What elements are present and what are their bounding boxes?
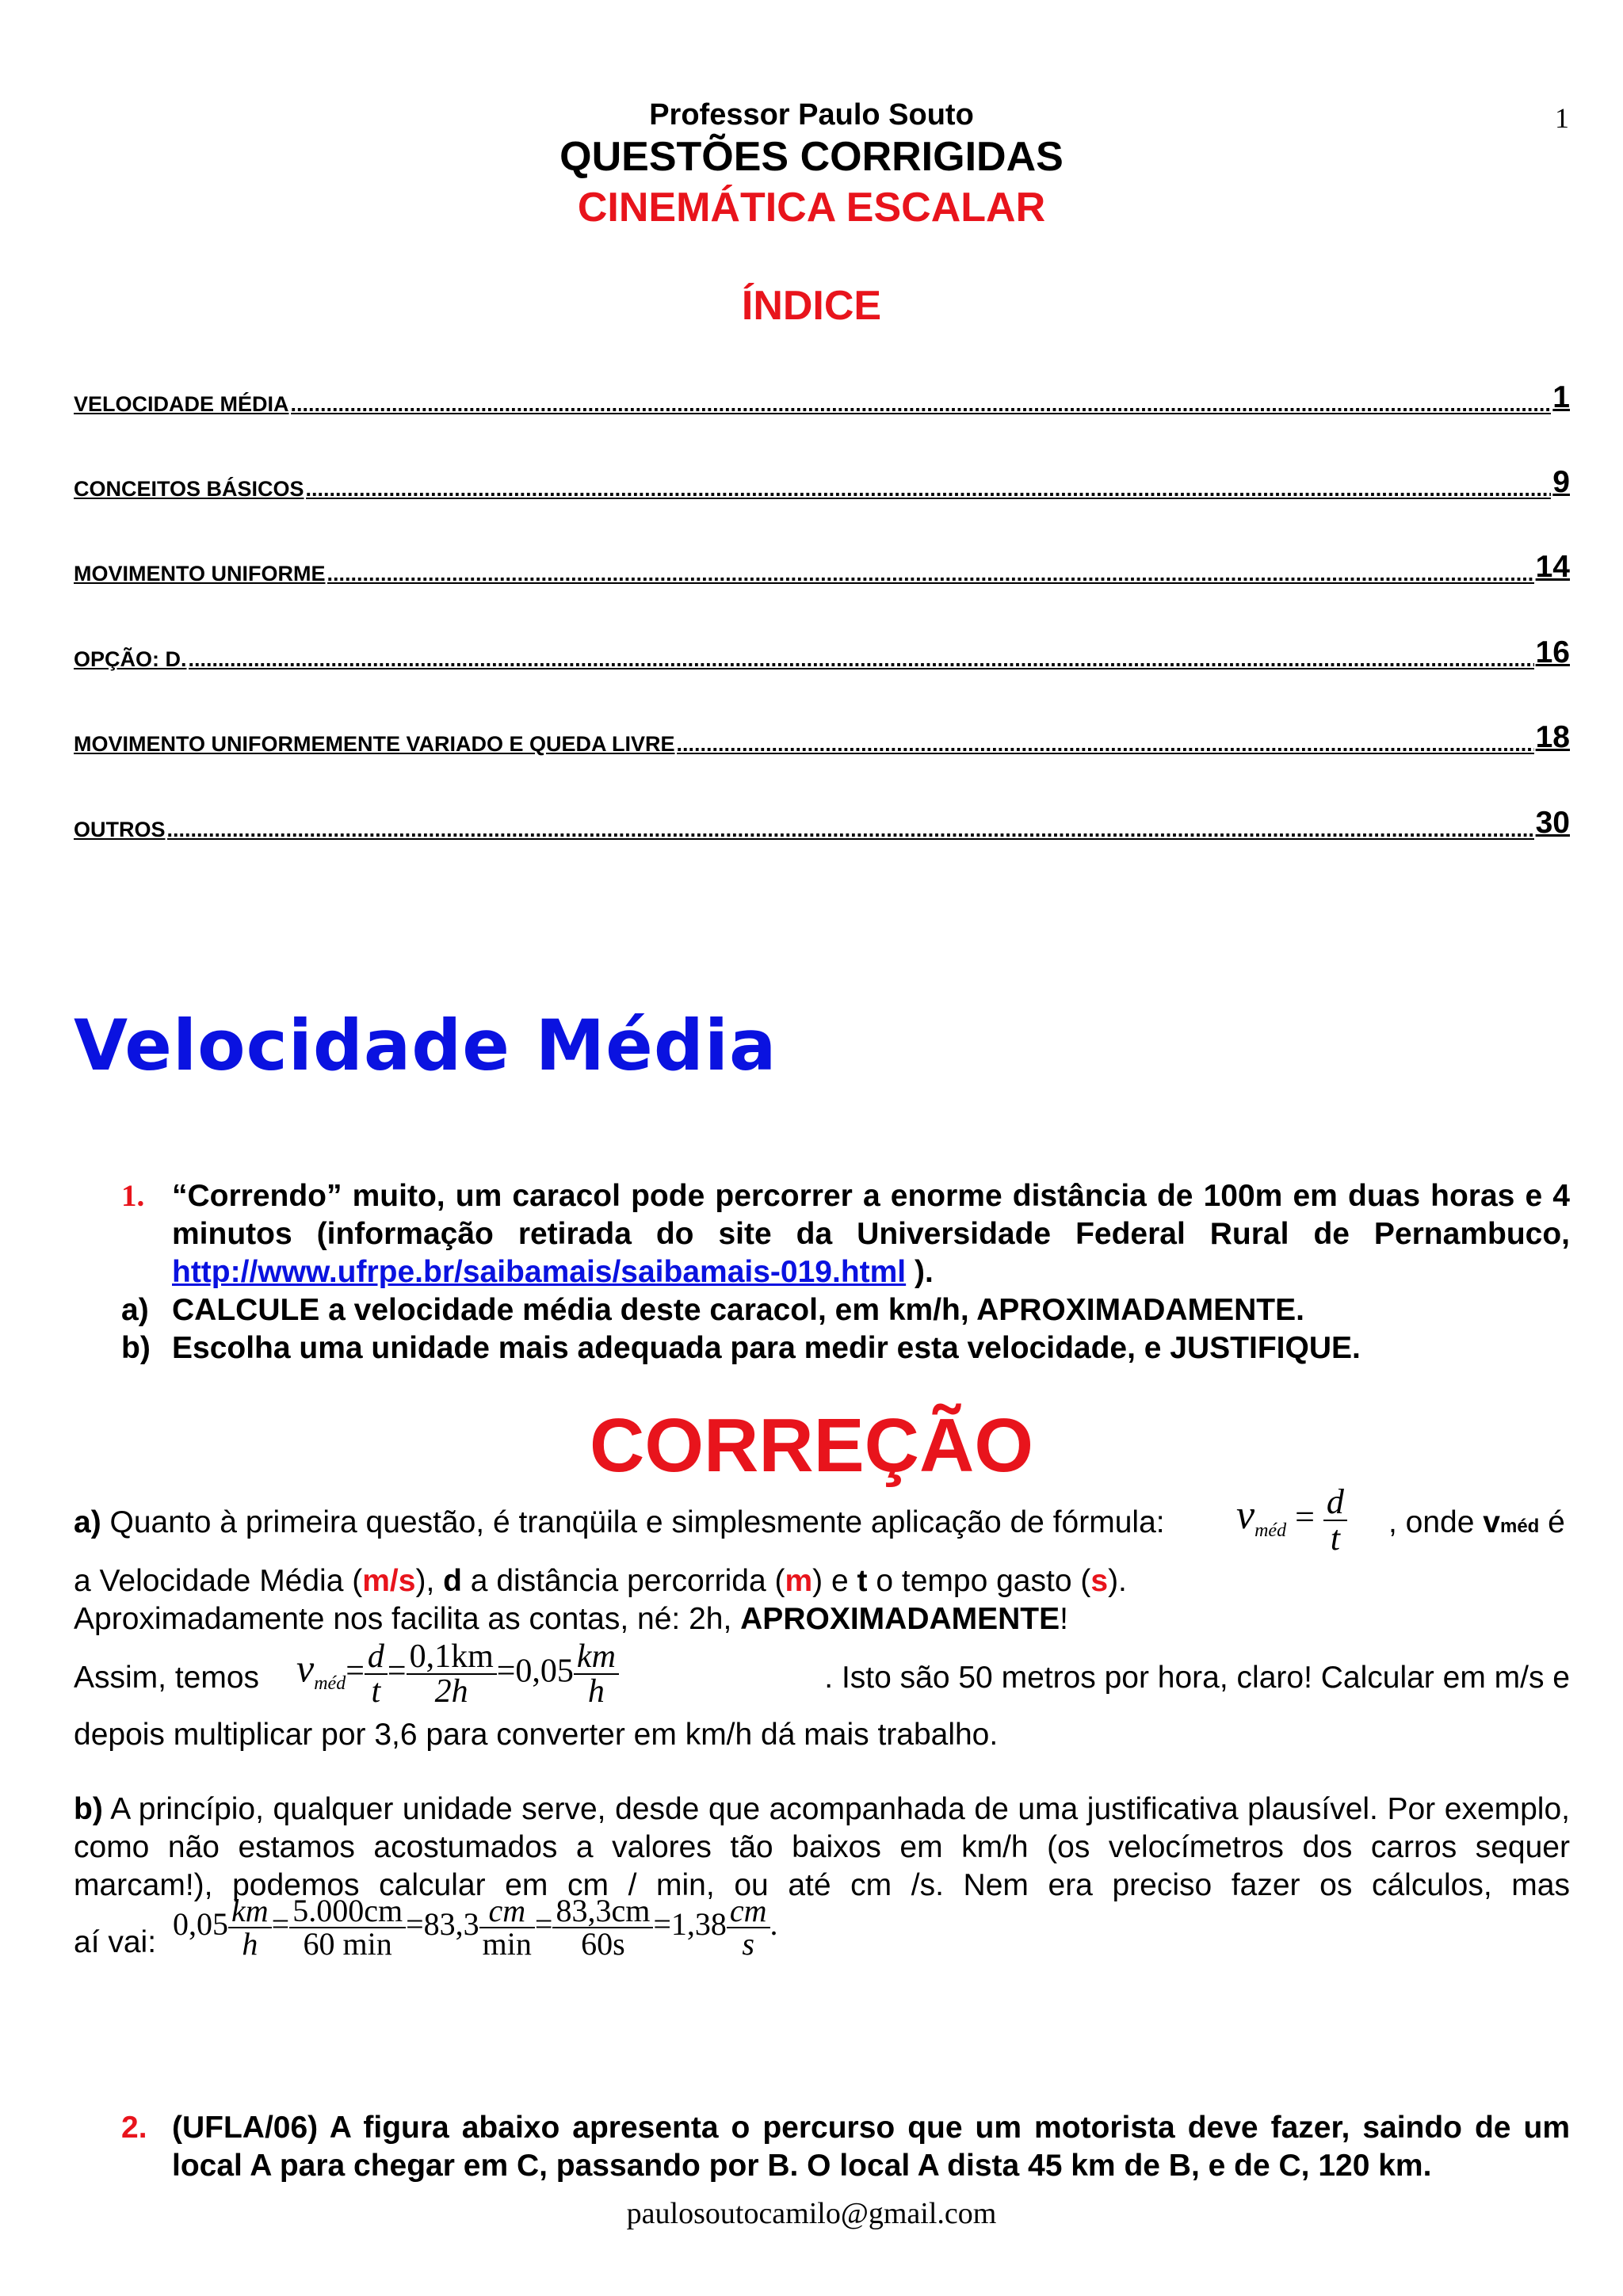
question-number: 2. (121, 2111, 147, 2145)
section-title: Velocidade Média (74, 1005, 777, 1086)
toc-entry-page: 30 (1535, 806, 1570, 840)
answer-text: Quanto à primeira questão, é tranqüila e simplesmente aplicação de fórmula: (101, 1505, 1165, 1539)
item-label: b) (121, 1331, 151, 1365)
answer-text: A princípio, qualquer unidade serve, desde que acompanhada de uma justificativa plausível. Por exemplo, como não estamos acostumados a valores tão baixos em km/h (os velocímetros dos carros sequer marcam!), podemos calcular em cm / min, ou até cm /s. Nem era preciso fazer os cálculos, mas (74, 1792, 1570, 1902)
answer-a-line1 (74, 1504, 1165, 1542)
formula-sub: méd (1254, 1520, 1287, 1541)
item-text: CALCULE a velocidade média deste caracol, em km/h, APROXIMADAMENTE. (172, 1293, 1304, 1327)
toc-entry-page: 1 (1552, 380, 1570, 414)
item-text: Escolha uma unidade mais adequada para medir esta velocidade, e JUSTIFIQUE. (172, 1331, 1361, 1365)
document-title: QUESTÕES CORRIGIDAS (559, 134, 1064, 180)
formula-v: v (1236, 1493, 1255, 1539)
toc-entry-page: 14 (1535, 550, 1570, 584)
footer-email: paulosoutocamilo@gmail.com (626, 2197, 997, 2230)
formula-eq: = (1295, 1497, 1315, 1537)
toc-entry-label: MOVIMENTO UNIFORMEMENTE VARIADO E QUEDA LIVRE (74, 732, 675, 756)
question-body: “Correndo” muito, um caracol pode percorrer a enorme distância de 100m em duas horas e 4 minutos (informação retirada do site da Universidade Federal Rural de Pernambuco, (172, 1179, 1570, 1251)
page-number: 1 (1555, 102, 1569, 134)
formula-vmed (1236, 1482, 1347, 1558)
answer-a-assim: Assim, temos (74, 1661, 260, 1695)
answer-a-after-calc: . Isto são 50 metros por hora, claro! Calcular em m/s e (824, 1661, 1570, 1695)
question-text (172, 1177, 1570, 1291)
answer-a-line1-end: , onde vméd é (1388, 1505, 1565, 1539)
toc-entry-page: 16 (1535, 635, 1570, 669)
index-title: ÍNDICE (741, 283, 882, 329)
author-name: Professor Paulo Souto (649, 98, 974, 132)
toc-entry[interactable] (74, 635, 1570, 672)
answer-a-line5: depois multiplicar por 3,6 para converter em km/h dá mais trabalho. (74, 1718, 999, 1752)
item-label: a) (121, 1293, 149, 1327)
toc-entry[interactable] (74, 465, 1570, 502)
answer-a-line3: Aproximadamente nos facilita as contas, né: 2h, APROXIMADAMENTE! (74, 1602, 1068, 1636)
question-text: (UFLA/06) A figura abaixo apresenta o percurso que um motorista deve fazer, saindo de um local A para chegar em C, passando por B. O local A dista 45 km de B, e de C, 120 km. (172, 2111, 1570, 2183)
toc-entry[interactable] (74, 806, 1570, 842)
question-number: 1. (121, 1179, 145, 1213)
toc-entry[interactable] (74, 550, 1570, 586)
answer-label: b) (74, 1792, 103, 1826)
toc-entry-label: VELOCIDADE MÉDIA (74, 392, 289, 416)
toc-entry[interactable] (74, 380, 1570, 417)
answer-b-paragraph (74, 1791, 1570, 1905)
toc-entry-label: OUTROS (74, 818, 166, 841)
toc-entry-page: 18 (1535, 720, 1570, 754)
answer-a-line2: a Velocidade Média (m/s), d a distância percorrida (m) e t o tempo gasto (s). (74, 1564, 1127, 1598)
formula-fraction: $\frac{d}{t}$ (1323, 1485, 1347, 1556)
correction-title: CORREÇÃO (589, 1403, 1033, 1488)
document-subtitle: CINEMÁTICA ESCALAR (577, 185, 1046, 231)
question-1 (74, 1177, 1570, 1375)
toc-entry-label: CONCEITOS BÁSICOS (74, 477, 304, 501)
formula-conversion: 0,05 $\frac{km}{h}$ = $\frac{5.000cm}{60 \min}$ =83,3 $\frac{cm}{\min}$ = $\frac{83,3cm}{60s}$ =1,38 $\frac{cm}{s}$ . (173, 1893, 778, 1962)
question-2 (74, 2109, 1570, 2188)
toc-entry-label: MOVIMENTO UNIFORME (74, 562, 326, 585)
formula-calculation: $v_{méd}=$ $\frac{d}{t}$ = $\frac{0,1km}{2h}$ =0,05 $\frac{km}{h}$ (296, 1640, 619, 1708)
ufrpe-link[interactable]: http://www.ufrpe.br/saibamais/saibamais-019.html (172, 1255, 907, 1289)
toc-entry-label: OPÇÃO: D. (74, 647, 187, 671)
question-body-end: ). (906, 1255, 934, 1289)
answer-label: a) (74, 1505, 101, 1539)
toc-entry-page: 9 (1552, 465, 1570, 499)
toc-entry[interactable] (74, 720, 1570, 757)
answer-b-ai-vai: aí vai: (74, 1925, 157, 1959)
